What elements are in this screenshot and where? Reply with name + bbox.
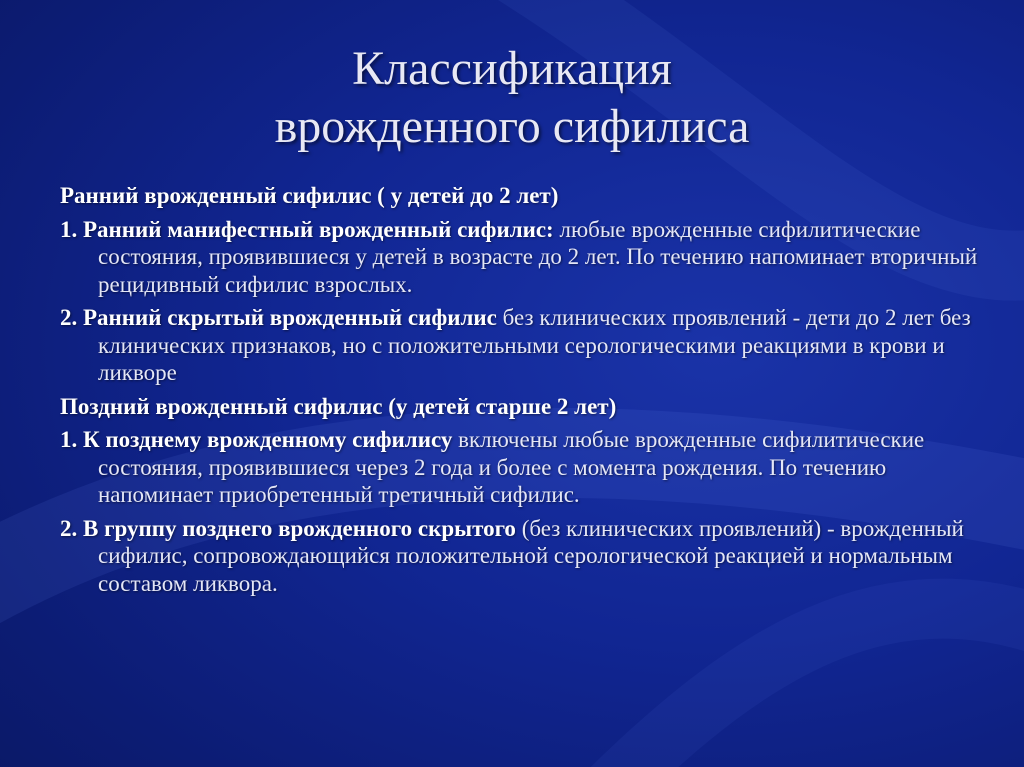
early-item-1-title: 1. Ранний манифестный врожденный сифилис: [60,216,554,242]
early-heading-text: Ранний врожденный сифилис ( у детей до 2 лет) [60,183,559,208]
early-item-2 [60,304,980,387]
late-item-2 [60,515,980,598]
early-item-2-text: без клинических проявлений - дети до 2 лет без клинических признаков, но с положительными серологическими реакциями в крови и ликворе [98,305,971,385]
early-heading [60,182,980,210]
late-item-1-text: включены любые врожденные сифилитические состояния, проявившиеся через 2 года и более с момента рождения. По течению напоминает приобретенный третичный сифилис. [98,427,925,507]
early-item-1-text: любые врожденные сифилитические состояния, проявившиеся у детей в возрасте до 2 лет. По течению напоминает вторичный рецидивный сифилис взрослых. [98,216,978,297]
late-heading-text: Поздний врожденный сифилис (у детей старше 2 лет) [60,393,617,419]
early-item-1 [60,216,980,299]
late-item-1-title: 1. К позднему врожденному сифилису [60,427,453,452]
slide-content [60,182,980,603]
late-item-1 [60,426,980,509]
slide-title [0,40,1024,156]
late-heading [60,393,980,421]
late-item-2-title: 2. В группу позднего врожденного скрытого [60,515,516,541]
title-line-1: Классификация [352,42,672,95]
late-item-2-text: (без клинических проявлений) - врожденный сифилис, сопровождающийся положительной серологической реакцией и нормальным составом ликвора. [98,515,964,596]
early-item-2-title: 2. Ранний скрытый врожденный сифилис [60,305,497,330]
title-line-2: врожденного сифилиса [274,100,750,153]
